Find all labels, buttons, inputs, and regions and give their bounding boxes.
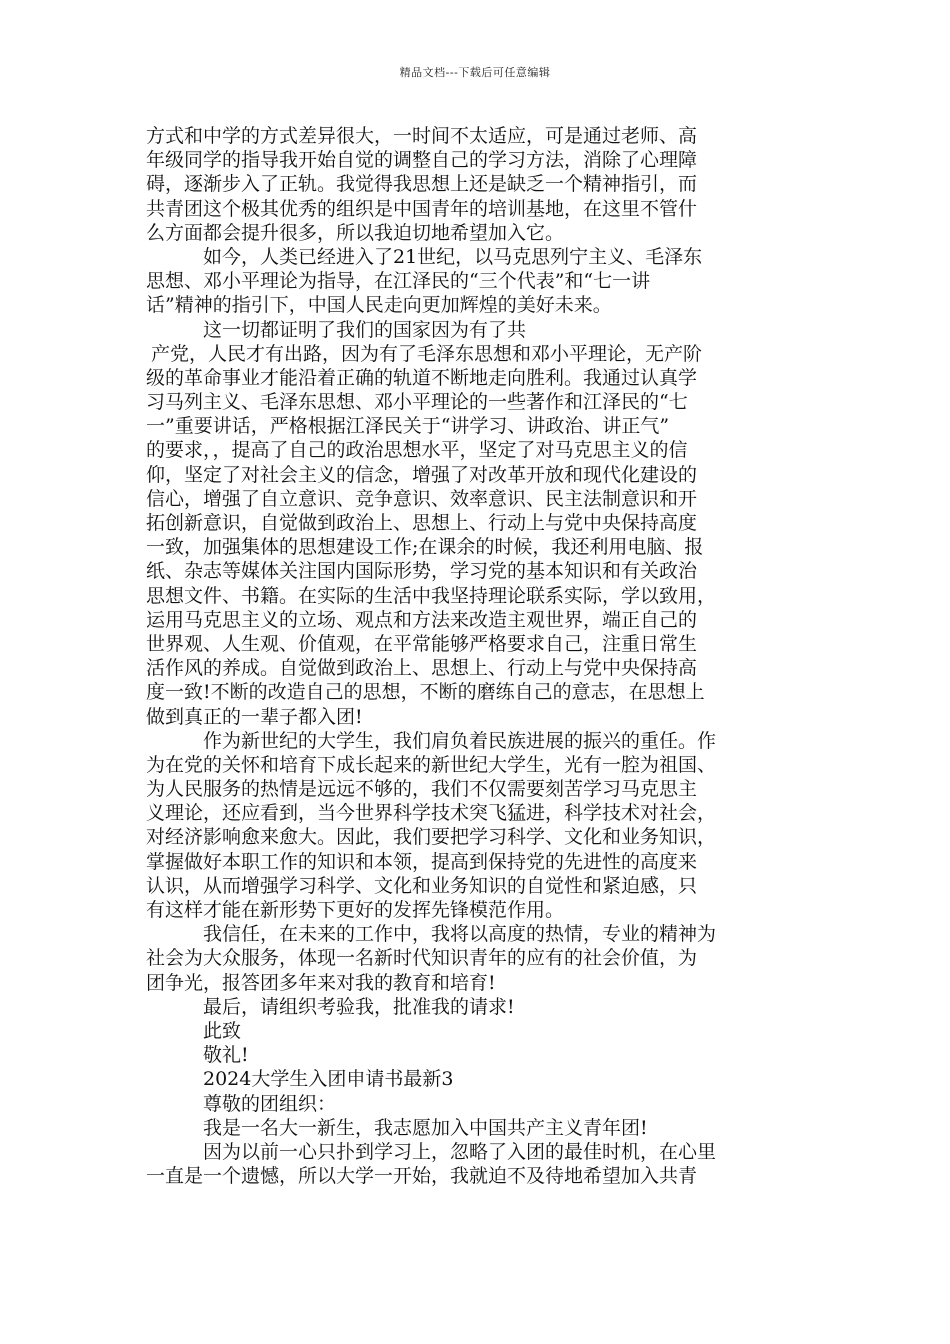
text-line: 么方面都会提升很多，所以我迫切地希望加入它。: [146, 221, 565, 244]
text-line: 掌握做好本职工作的知识和本领，提高到保持党的先进性的高度来: [146, 850, 698, 873]
text-line: 纸、杂志等媒体关注国内国际形势，学习党的基本知识和有关政治: [146, 560, 698, 583]
text-line: 团争光，报答团多年来对我的教育和培育!: [146, 971, 496, 994]
text-line: 仰，坚定了对社会主义的信念，增强了对改革开放和现代化建设的: [146, 463, 698, 486]
paragraph-start: 这一切都证明了我们的国家因为有了共: [203, 318, 527, 341]
text-line: 义理论，还应看到，当今世界科学技术突飞猛进，科学技术对社会，: [146, 802, 717, 825]
text-line: 信心，增强了自立意识、竞争意识、效率意识、民主法制意识和开: [146, 487, 698, 510]
text-line: 级的革命事业才能沿着正确的轨道不断地走向胜利。我通过认真学: [146, 366, 698, 389]
text-line: 世界观、人生观、价值观，在平常能够严格要求自己，注重日常生: [146, 632, 698, 655]
paragraph-start: 我信任，在未来的工作中，我将以高度的热情，专业的精神为: [203, 923, 717, 946]
document-body: [146, 124, 810, 1188]
text-line: 为人民服务的热情是远远不够的，我们不仅需要刻苦学习马克思主: [146, 778, 698, 801]
salutation-jingli: 敬礼!: [203, 1044, 249, 1067]
text-line: 思想、邓小平理论为指导，在江泽民的“三个代表”和“七一讲: [146, 270, 651, 293]
letter-greeting: 尊敬的团组织：: [203, 1092, 337, 1115]
text-line: 习马列主义、毛泽东思想、邓小平理论的一些著作和江泽民的“七: [146, 391, 688, 414]
text-line: 活作风的养成。自觉做到政治上、思想上、行动上与党中央保持高: [146, 657, 698, 680]
text-line: 运用马克思主义的立场、观点和方法来改造主观世界，端正自己的: [146, 608, 698, 631]
text-line: 对经济影响愈来愈大。因此，我们要把学习科学、文化和业务知识，: [146, 826, 717, 849]
text-line: 社会为大众服务，体现一名新时代知识青年的应有的社会价值，为: [146, 947, 698, 970]
text-line: 一直是一个遗憾，所以大学一开始，我就迫不及待地希望加入共青: [146, 1165, 698, 1188]
text-line: 碍，逐渐步入了正轨。我觉得我思想上还是缺乏一个精神指引，而: [146, 173, 698, 196]
paragraph-start: 如今，人类已经进入了21世纪，以马克思列宁主义、毛泽东: [203, 245, 703, 268]
paragraph-start: 我是一名大一新生，我志愿加入中国共产主义青年团!: [203, 1116, 648, 1139]
text-line: 年级同学的指导我开始自觉的调整自己的学习方法，消除了心理障: [146, 149, 698, 172]
text-line: 共青团这个极其优秀的组织是中国青年的培训基地，在这里不管什: [146, 197, 698, 220]
salutation-cizhi: 此致: [203, 1019, 242, 1042]
text-line: 为在党的关怀和培育下成长起来的新世纪大学生，光有一腔为祖国、: [146, 753, 717, 776]
text-line: 做到真正的一辈子都入团!: [146, 705, 363, 728]
text-line: 拓创新意识，自觉做到政治上、思想上、行动上与党中央保持高度: [146, 512, 698, 534]
text-line: 一”重要讲话，严格根据江泽民关于“讲学习、讲政治、讲正气”: [146, 415, 670, 438]
section-title: 2024大学生入团申请书最新3: [203, 1068, 454, 1091]
page-header: 精品文档---下载后可任意编辑: [399, 66, 551, 79]
paragraph-start: 因为以前一心只扑到学习上，忽略了入团的最佳时机，在心里: [203, 1140, 717, 1163]
text-line: 度一致!不断的改造自己的思想，不断的磨练自己的意志，在思想上: [146, 681, 705, 704]
paragraph-start: 作为新世纪的大学生，我们肩负着民族进展的振兴的重任。作: [203, 729, 717, 752]
text-line: 思想文件、书籍。在实际的生活中我坚持理论联系实际，学以致用，: [146, 584, 717, 607]
text-line: 产党，人民才有出路，因为有了毛泽东思想和邓小平理论，无产阶: [151, 342, 703, 365]
text-line: 一致，加强集体的思想建设工作;在课余的时候，我还利用电脑、报: [146, 536, 704, 559]
text-line: 有这样才能在新形势下更好的发挥先锋模范作用。: [146, 899, 565, 921]
text-line: 方式和中学的方式差异很大，一时间不太适应，可是通过老师、高: [146, 125, 698, 147]
text-line: 话”精神的指引下，中国人民走向更加辉煌的美好未来。: [146, 294, 612, 317]
closing-request: 最后，请组织考验我，批准我的请求!: [203, 995, 515, 1018]
text-line: 的要求，，提高了自己的政治思想水平，坚定了对马克思主义的信: [146, 439, 688, 462]
text-line: 认识，从而增强学习科学、文化和业务知识的自觉性和紧迫感，只: [146, 874, 698, 897]
